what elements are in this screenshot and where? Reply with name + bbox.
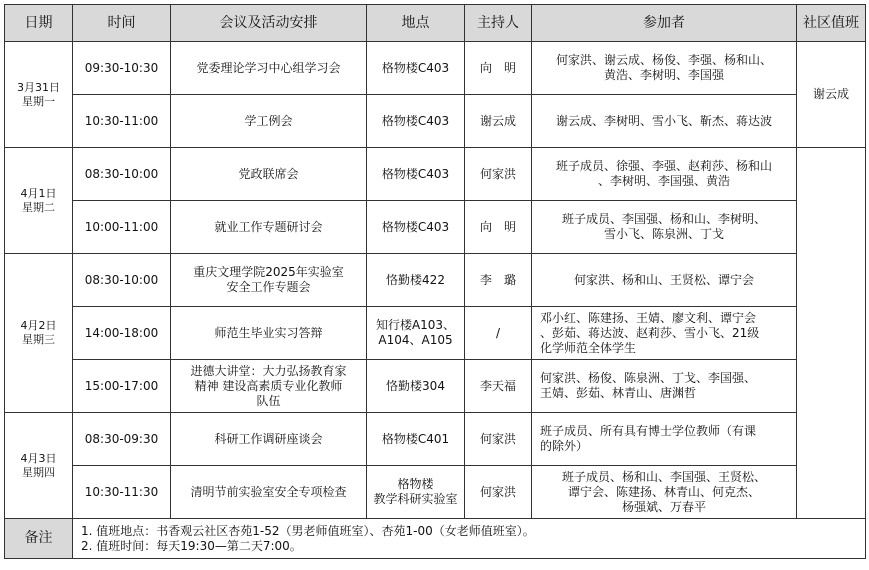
- date-text: 4月2日: [20, 319, 57, 332]
- time-cell: 10:30-11:00: [73, 95, 171, 148]
- header-place: 地点: [367, 5, 465, 42]
- place-line: 格物楼: [397, 477, 434, 491]
- event-cell: [171, 466, 367, 519]
- place-line: 恪勤楼422: [386, 272, 445, 287]
- attendees-line: 王婧、彭茹、林青山、唐渊哲: [540, 386, 697, 400]
- weekday-text: 星期四: [22, 465, 55, 479]
- weekday-text: 星期三: [22, 333, 55, 346]
- host-cell: 李 璐: [465, 254, 532, 307]
- header-event: 会议及活动安排: [171, 5, 367, 42]
- time-cell: 08:30-09:30: [73, 413, 171, 466]
- place-cell: [367, 466, 465, 519]
- attendees-cell: [532, 95, 797, 148]
- attendees-line: 谭宁会、陈建扬、林青山、何克杰、: [567, 484, 760, 499]
- attendees-line: 杨强斌、万春平: [621, 499, 706, 514]
- place-cell: [367, 413, 465, 466]
- event-cell: [171, 95, 367, 148]
- table-row: [5, 360, 866, 413]
- attendees-line: 班子成员、杨和山、李国强、王贤松、: [561, 469, 766, 484]
- host-cell: 向 明: [465, 42, 532, 95]
- date-text: 3月31日: [17, 80, 60, 94]
- remarks-row: [5, 519, 866, 559]
- place-line: 格物楼C403: [381, 60, 450, 75]
- remarks-label: 备注: [5, 519, 73, 559]
- date-cell: [5, 413, 73, 519]
- place-line: 格物楼C403: [381, 219, 450, 234]
- place-line: 知行楼A103、: [375, 318, 456, 332]
- table-row: [5, 95, 866, 148]
- attendees-line: 班子成员、徐强、李强、赵莉莎、杨和山: [555, 159, 772, 173]
- header-row: [5, 5, 866, 42]
- time-cell: 08:30-10:00: [73, 254, 171, 307]
- place-cell: [367, 148, 465, 201]
- table-row: [5, 466, 866, 519]
- header-time: 时间: [73, 5, 171, 42]
- event-cell: [171, 413, 367, 466]
- remarks-line: 1. 值班地点：书香观云社区杏苑1-52（男老师值班室）、杏苑1-00（女老师值班室）。: [81, 523, 535, 538]
- attendees-line: 何家洪、杨和山、王贤松、谭宁会: [573, 272, 754, 287]
- host-cell: 向 明: [465, 201, 532, 254]
- schedule-table: [4, 4, 866, 559]
- time-cell: 10:30-11:30: [73, 466, 171, 519]
- attendees-cell: [532, 413, 797, 466]
- attendees-cell: [532, 42, 797, 95]
- place-cell: [367, 42, 465, 95]
- table-row: [5, 413, 866, 466]
- event-line: 学工例会: [244, 113, 293, 128]
- time-cell: 09:30-10:30: [73, 42, 171, 95]
- event-line: 党政联席会: [238, 166, 299, 181]
- weekday-text: 星期二: [22, 200, 55, 214]
- weekday-text: 星期一: [22, 94, 55, 108]
- event-cell: [171, 148, 367, 201]
- attendees-cell: [532, 360, 797, 413]
- date-cell: [5, 254, 73, 413]
- event-cell: [171, 307, 367, 360]
- event-line: 清明节前实验室安全专项检查: [190, 484, 347, 499]
- header-host: 主持人: [465, 5, 532, 42]
- header-duty: 社区值班: [797, 5, 866, 42]
- host-cell: 何家洪: [465, 148, 532, 201]
- table-row: [5, 201, 866, 254]
- event-cell: [171, 42, 367, 95]
- date-cell: [5, 148, 73, 254]
- header-date: 日期: [5, 5, 73, 42]
- attendees-cell: [532, 254, 797, 307]
- date-text: 4月3日: [20, 451, 57, 465]
- time-cell: 14:00-18:00: [73, 307, 171, 360]
- place-line: 教学科研实验室: [373, 492, 458, 506]
- event-line: 精神 建设高素质专业化教师: [194, 378, 343, 393]
- attendees-cell: [532, 466, 797, 519]
- place-cell: [367, 95, 465, 148]
- event-line: 进德大讲堂：大力弘扬教育家: [190, 363, 347, 378]
- place-line: 格物楼C401: [381, 431, 450, 446]
- time-cell: 08:30-10:00: [73, 148, 171, 201]
- attendees-line: 谢云成、李树明、雪小飞、靳杰、蒋达波: [555, 113, 772, 128]
- event-line: 安全工作专题会: [226, 280, 311, 294]
- event-cell: [171, 254, 367, 307]
- host-cell: 李天福: [465, 360, 532, 413]
- time-cell: 10:00-11:00: [73, 201, 171, 254]
- attendees-line: 邓小红、陈建扬、王婧、廖文利、谭宁会: [540, 310, 757, 325]
- attendees-line: 班子成员、李国强、杨和山、李树明、: [561, 212, 766, 226]
- place-cell: [367, 254, 465, 307]
- place-line: 格物楼C403: [381, 166, 450, 181]
- host-cell: /: [465, 307, 532, 360]
- event-line: 队伍: [256, 393, 281, 408]
- event-line: 党委理论学习中心组学习会: [196, 60, 341, 75]
- attendees-line: 化学师范全体学生: [540, 340, 637, 355]
- place-cell: [367, 307, 465, 360]
- table-row: [5, 307, 866, 360]
- place-line: A104、A105: [378, 333, 453, 347]
- table-row: [5, 42, 866, 95]
- attendees-cell: [532, 201, 797, 254]
- time-cell: 15:00-17:00: [73, 360, 171, 413]
- place-cell: [367, 201, 465, 254]
- place-line: 格物楼C403: [381, 113, 450, 128]
- duty-cell: 谢云成: [797, 42, 866, 148]
- header-attendees: 参加者: [532, 5, 797, 42]
- attendees-line: 雪小飞、陈泉洲、丁戈: [603, 227, 724, 241]
- table-row: [5, 148, 866, 201]
- date-text: 4月1日: [20, 186, 57, 200]
- event-line: 重庆文理学院2025年实验室: [193, 265, 344, 279]
- place-line: 恪勤楼304: [386, 378, 445, 393]
- attendees-cell: [532, 307, 797, 360]
- remarks-line: 2. 值班时间：每天19:30—第二天7:00。: [81, 538, 302, 553]
- table-row: [5, 254, 866, 307]
- host-cell: 谢云成: [465, 95, 532, 148]
- event-line: 就业工作专题研讨会: [214, 219, 323, 234]
- attendees-cell: [532, 148, 797, 201]
- attendees-line: 黄浩、李树明、李国强: [603, 68, 724, 82]
- host-cell: 何家洪: [465, 413, 532, 466]
- remarks-cell: [73, 519, 866, 559]
- attendees-line: 班子成员、所有具有博士学位教师（有课: [540, 424, 757, 438]
- attendees-line: 、李树明、李国强、黄浩: [597, 174, 730, 188]
- date-cell: [5, 42, 73, 148]
- attendees-line: 何家洪、杨俊、陈泉洲、丁戈、李国强、: [540, 371, 757, 385]
- event-cell: [171, 360, 367, 413]
- place-cell: [367, 360, 465, 413]
- attendees-line: 、彭茹、蒋达波、赵莉莎、雪小飞、21级: [540, 325, 760, 340]
- duty-cell: [797, 148, 866, 519]
- host-cell: 何家洪: [465, 466, 532, 519]
- attendees-line: 的除外）: [540, 439, 589, 453]
- attendees-line: 何家洪、谢云成、杨俊、李强、杨和山、: [555, 53, 772, 67]
- event-line: 科研工作调研座谈会: [214, 431, 323, 446]
- event-line: 师范生毕业实习答辩: [214, 325, 323, 340]
- event-cell: [171, 201, 367, 254]
